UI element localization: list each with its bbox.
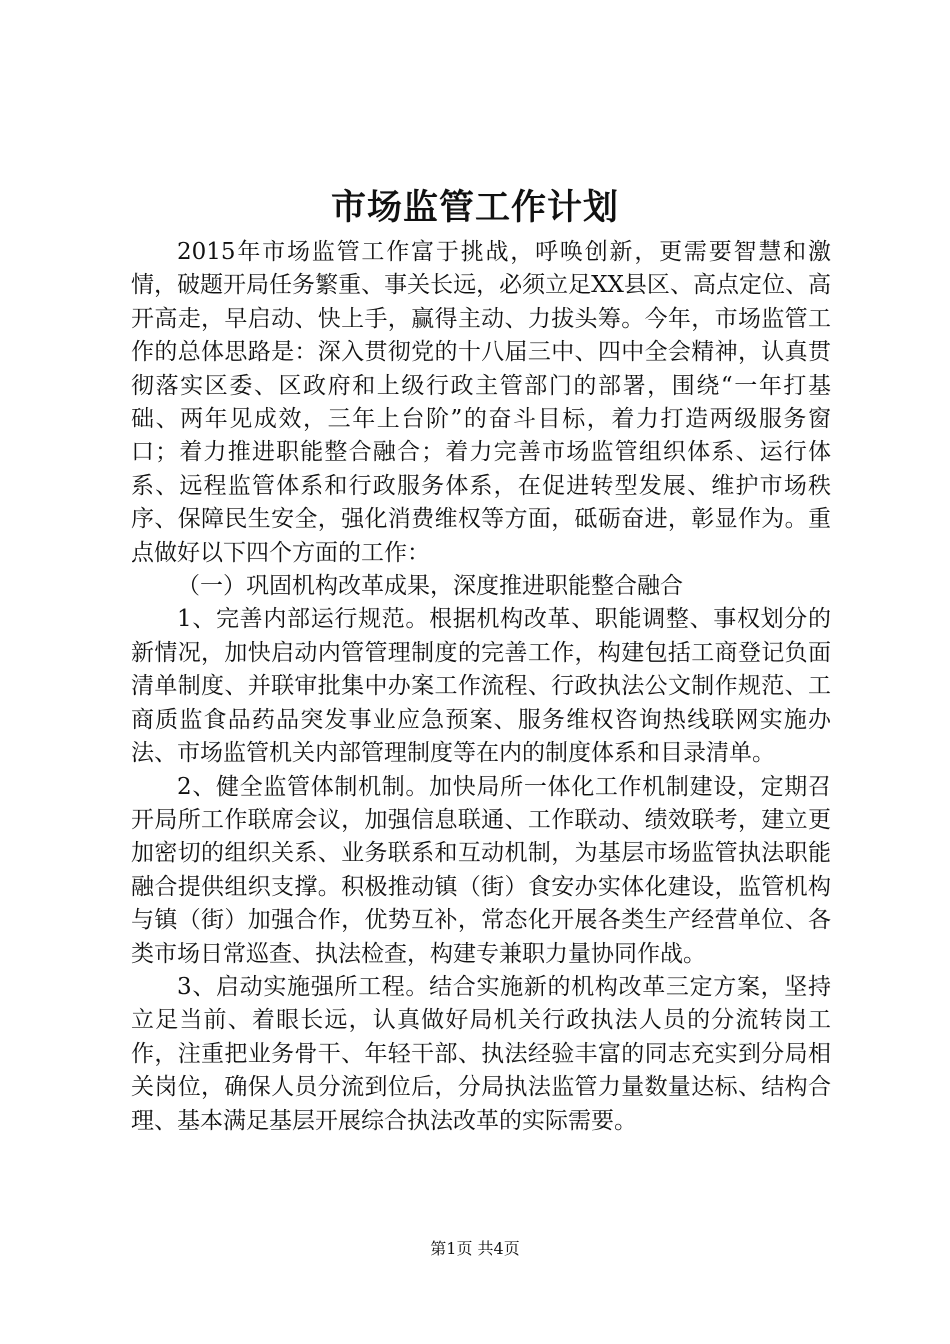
document-body [131,236,831,1138]
section-heading: （一）巩固机构改革成果，深度推进职能整合融合 [177,573,683,600]
page-footer: 第1页 共4页 [430,1239,520,1258]
item-paragraph-2: 2、健全监管体制机制。加快局所一体化工作机制建设，定期召开局所工作联席会议，加强信息联通、工作联动、绩效联考，建立更加密切的组织关系、业务联系和互动机制，为基层市场监管执法职能融合提供组织支撑。积极推动镇（街）食安办实体化建设，监管机构与镇（街）加强合作，优势互补，常态化开展各类生产经营单位、各类市场日常巡查、执法检查，构建专兼职力量协同作战。 [131,773,831,967]
document-title: 市场监管工作计划 [330,187,619,228]
item-paragraph-1: 1、完善内部运行规范。根据机构改革、职能调整、事权划分的新情况，加快启动内管管理制度的完善工作，构建包括工商登记负面清单制度、并联审批集中办案工作流程、行政执法公文制作规范、工商质监食品药品突发事业应急预案、服务维权咨询热线联网实施办法、市场监管机关内部管理制度等在内的制度体系和目录清单。 [131,606,831,767]
intro-paragraph: 2015年市场监管工作富于挑战，呼唤创新，更需要智慧和激情，破题开局任务繁重、事关长远，必须立足XX县区、高点定位、高开高走，早启动、快上手，赢得主动、力拔头筹。今年，市场监管工作的总体思路是：深入贯彻党的十八届三中、四中全会精神，认真贯彻落实区委、区政府和上级行政主管部门的部署，围绕“一年打基础、两年见成效，三年上台阶”的奋斗目标，着力打造两级服务窗口；着力推进职能整合融合；着力完善市场监管组织体系、运行体系、远程监管体系和行政服务体系，在促进转型发展、维护市场秩序、保障民生安全，强化消费维权等方面，砥砺奋进，彰显作为。重点做好以下四个方面的工作： [131,239,831,566]
item-paragraph-3: 3、启动实施强所工程。结合实施新的机构改革三定方案，坚持立足当前、着眼长远，认真做好局机关行政执法人员的分流转岗工作，注重把业务骨干、年轻干部、执法经验丰富的同志充实到分局相关岗位，确保人员分流到位后，分局执法监管力量数量达标、结构合理、基本满足基层开展综合执法改革的实际需要。 [131,973,831,1134]
